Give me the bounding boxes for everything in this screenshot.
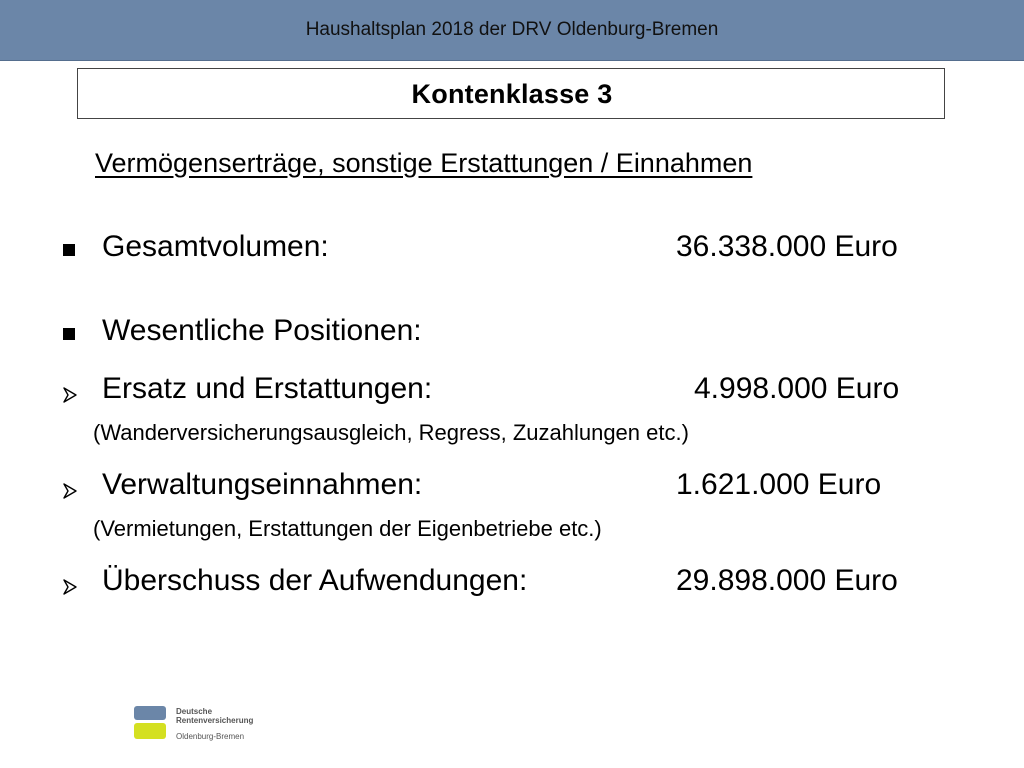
section-subtitle: Vermögenserträge, sonstige Erstattungen / Einnahmen — [95, 148, 753, 178]
header-bar — [0, 0, 1024, 61]
position-value: 29.898.000 Euro — [676, 564, 898, 597]
position-value: 1.621.000 Euro — [676, 468, 882, 501]
positions-heading: Wesentliche Positionen: — [102, 314, 422, 347]
position-note: (Wanderversicherungsausgleich, Regress, Zuzahlungen etc.) — [93, 420, 689, 445]
square-bullet-icon — [63, 244, 75, 256]
position-value: 4.998.000 Euro — [694, 372, 900, 405]
account-class-box — [77, 68, 945, 119]
position-note: (Vermietungen, Erstattungen der Eigenbetriebe etc.) — [93, 516, 602, 541]
total-label: Gesamtvolumen: — [102, 230, 329, 263]
total-value: 36.338.000 Euro — [676, 230, 898, 263]
position-label: Ersatz und Erstattungen: — [102, 372, 433, 405]
account-class-title: Kontenklasse 3 — [411, 79, 613, 109]
arrow-bullet-icon — [62, 482, 78, 500]
arrow-bullet-icon — [62, 386, 78, 404]
logo-text-line1: Deutsche — [176, 707, 213, 716]
header-title: Haushaltsplan 2018 der DRV Oldenburg-Bremen — [305, 19, 719, 40]
position-label: Überschuss der Aufwendungen: — [102, 564, 528, 597]
position-label: Verwaltungseinnahmen: — [102, 468, 423, 501]
square-bullet-icon — [63, 328, 75, 340]
arrow-bullet-icon — [62, 578, 78, 596]
logo-text-line2: Rentenversicherung — [176, 716, 254, 725]
logo-text-line3: Oldenburg-Bremen — [176, 732, 245, 741]
